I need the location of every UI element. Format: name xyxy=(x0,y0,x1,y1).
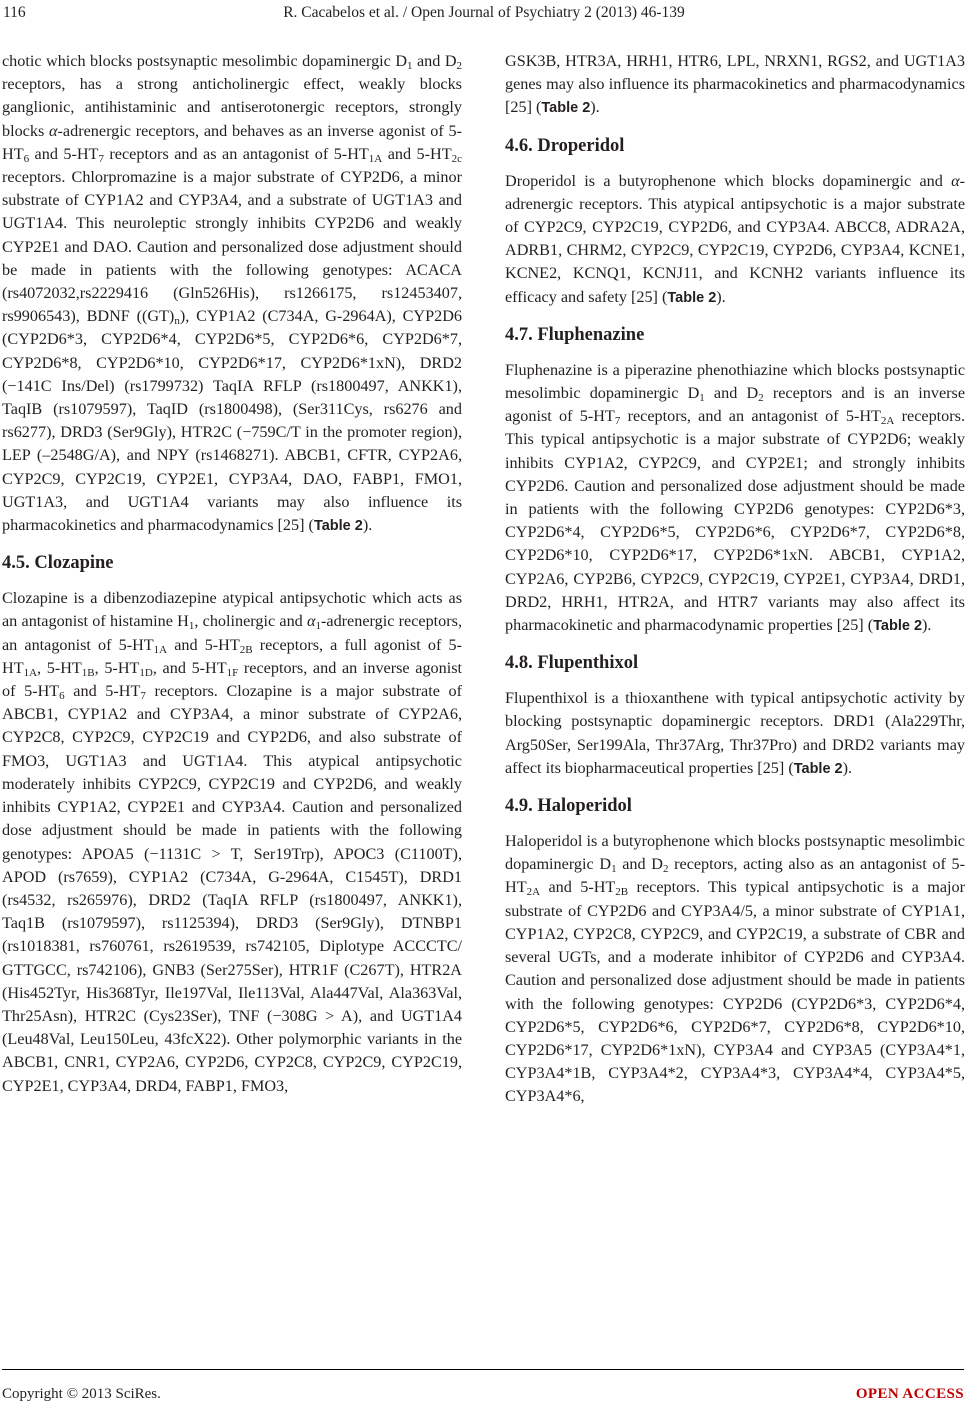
text-run: Fluphenazine is a piperazine phenothiazine which blocks postsynaptic mesolimbic dopaminergic D xyxy=(505,360,965,403)
subscript: 2B xyxy=(615,886,629,899)
subscript: 7 xyxy=(614,415,621,428)
copyright-notice: Copyright © 2013 SciRes. xyxy=(2,1386,161,1402)
subscript: 1 xyxy=(188,620,195,633)
page-footer xyxy=(0,1386,968,1408)
text-run: receptors, acting also as an antagonist of 5-HT xyxy=(505,855,965,897)
text-run: -adrenergic receptors. This atypical antipsychotic is a major substrate of CYP2C9, CYP2C19, CYP2D6, and CYP3A4. ABCC8, ADRA2A, ADRB1, CHRM2, CYP2C9, CYP2C19, CYP2D6, CYP3A4, KCNE1, KCNE2, KCNQ1, KCNJ11, and KCNH2 variants influence its efficacy and safety [25] ( xyxy=(505,171,965,306)
alpha-symbol: α xyxy=(49,121,58,140)
text-run: ). xyxy=(842,758,853,777)
text-run: receptors. This typical antipsychotic is a major substrate of CYP2D6; weakly inhibits CYP1A2, CYP2C9, and CYP2E1; and strongly inhibits CYP2D6. Caution and personalized dose adjustment should be made in patients with the following CYP2D6 genotypes: CYP2D6*3, CYP2D6*4, CYP2D6*5, CYP2D6*6, CYP2D6*7, CYP2D6*8, CYP2D6*10, CYP2D6*17, CYP2D6*1xN. ABCB1, CYP1A2, CYP2A6, CYP2B6, CYP2C9, CYP2C19, CYP2E1, CYP3A4, DRD1, DRD2, HRH1, HTR2A, and HTR7 variants may also affect its pharmacokinetic and pharmacodynamic properties [25] ( xyxy=(505,407,965,635)
table-2-reference[interactable]: Table 2 xyxy=(873,618,923,635)
subscript: 6 xyxy=(59,690,65,703)
text-run: Droperidol is a butyrophenone which blocks dopaminergic and xyxy=(505,171,952,190)
fluphenazine-paragraph xyxy=(505,359,965,638)
text-run: and 5-HT xyxy=(540,878,616,897)
text-run: -adrenergic receptors, an antagonist of 5-HT xyxy=(2,612,462,654)
text-run: Flupenthixol is a thioxanthene with typical antipsychotic activity by blocking postsynaptic dopaminergic receptors. DRD1 (Ala229Thr, Arg50Ser, Ser199Ala, Thr37Arg, Thr37Pro) and DRD2 variants may affect its biopharmaceutical properties [25] ( xyxy=(505,689,965,777)
text-run: receptors and is an inverse agonist of 5-HT xyxy=(505,384,966,426)
text-run: , and 5-HT xyxy=(152,658,227,677)
subscript: 1 xyxy=(611,863,617,876)
text-run: and 5-HT xyxy=(64,682,141,701)
section-heading-flupenthixol: 4.8. Flupenthixol xyxy=(505,653,639,674)
text-run: receptors. Chlorpromazine is a major substrate of CYP2D6, a minor substrate of CYP1A2 and CYP3A4, and a substrate of UGT1A3 and UGT1A4. This neuroleptic strongly inhibits CYP2D6 and weakly CYP2E1 and DAO. Caution and personalized dose adjustment should be made in patients with the following genotypes: ACACA (rs4072032,rs2229416 (Gln526His), rs1266175, rs12453407, rs9906543), BDNF ((GT) xyxy=(2,168,462,326)
table-2-reference[interactable]: Table 2 xyxy=(541,100,591,117)
subscript: 1 xyxy=(407,60,413,72)
text-run: , 5-HT xyxy=(37,658,82,677)
subscript: 1D xyxy=(139,666,153,679)
subscript: 2A xyxy=(526,886,541,899)
subscript: 2c xyxy=(451,152,462,165)
section-heading-droperidol: 4.6. Droperidol xyxy=(505,135,625,156)
subscript: 2 xyxy=(758,392,764,405)
table-2-reference[interactable]: Table 2 xyxy=(313,518,363,535)
text-run: ). xyxy=(922,616,932,635)
text-run: ). xyxy=(716,287,726,306)
section-heading-fluphenazine: 4.7. Fluphenazine xyxy=(505,324,645,345)
text-run: , cholinergic and xyxy=(194,612,307,631)
table-2-reference[interactable]: Table 2 xyxy=(793,760,843,777)
running-title: R. Cacabelos et al. / Open Journal of Psychiatry 2 (2013) 46-139 xyxy=(283,4,685,21)
chlorpromazine-continuation-paragraph xyxy=(2,50,462,538)
subscript: 1 xyxy=(699,392,705,405)
text-run: -adrenergic receptors, and behaves as an inverse agonist of 5-HT xyxy=(2,121,463,163)
subscript: n xyxy=(174,315,180,328)
subscript: 2A xyxy=(880,415,895,428)
subscript: 1A xyxy=(23,666,38,679)
droperidol-paragraph xyxy=(505,170,965,310)
text-run: ), CYP1A2 (C734A, G-2964A), CYP2D6 (CYP2D6*3, CYP2D6*4, CYP2D6*5, CYP2D6*6, CYP2D6*7, CYP2D6*8, CYP2D6*10, CYP2D6*17, CYP2D6*1xN), DRD2 (−141C Ins/Del) (rs1799732) TaqIA RFLP (rs1800497, ANKK1), TaqIB (rs1079597), TaqID (rs1800498), (Ser311Cys, rs6276 and rs6277), DRD3 (Ser9Gly), HTR2C (−759C/T in the promoter region), LEP (–2548G/A), and NPY (rs1468271). ABCB1, CFTR, CYP2A6, CYP2C9, CYP2C19, CYP2E1, CYP3A4, DAO, FABP1, FMO1, UGT1A3, and UGT1A4 variants may also influence its pharmacokinetics and pharmacodynamics [25] ( xyxy=(2,307,462,535)
text-run: receptors. Clozapine is a major substrate of ABCB1, CYP1A2 and CYP3A4, a minor substrate of CYP2A6, CYP2C8, CYP2C9, CYP2C19 and CYP2D6, and also substrate of FMO3, UGT1A3 and UGT1A4. This atypical antipsychotic moderately inhibits CYP2C9, CYP2C19 and CYP2D6, and weakly inhibits CYP1A2, CYP2E1 and CYP3A4. Caution and personalized dose adjustment should be made in patients with the following genotypes: APOA5 (−1131C > T, Ser19Trp), APOC3 (C1100T), APOD (rs7659), CYP1A2 (C734A, G-2964A, C1545T), DRD1 (rs4532, rs265976), DRD2 (TaqIA RFLP (rs1800497, ANKK1), Taq1B (rs1079597), rs1125394), DRD3 (Ser9Gly), DTNBP1 (rs1018381, rs760761, rs2619539, rs742105, Diplotype ACCCTC/ GTTGCC, rs742106), GNB3 (Ser275Ser), HTR1F (C267T), HTR2A (His452Tyr, His368Tyr, Ile197Val, Ile113Val, Ala447Val, Ala363Val, Thr25Asn), HTR2C (Cys23Ser), TNF (−308G > A), and UGT1A4 (Leu48Val, Leu150Leu, 43fcX22). Other polymorphic variants in the ABCB1, CNR1, CYP2A6, CYP2D6, CYP2C8, CYP2C9, CYP2C19, CYP2E1, CYP3A4, DRD4, FABP1, FMO3, xyxy=(2,682,462,1095)
subscript: 7 xyxy=(140,690,146,703)
section-heading-clozapine: 4.5. Clozapine xyxy=(2,553,114,574)
page-header xyxy=(0,4,968,28)
text-run: receptors, and an antagonist of 5-HT xyxy=(620,407,881,426)
subscript: 6 xyxy=(23,152,30,165)
subscript: 1B xyxy=(81,666,95,679)
text-run: receptors and as an antagonist of 5-HT xyxy=(103,144,369,163)
text-run: receptors. This typical antipsychotic is a major substrate of CYP2D6 and CYP3A4/5, a minor substrate of CYP1A1, CYP1A2, CYP2C8, CYP2C9, and CYP2C19, a substrate of CBR and several UGTs, and a moderate inhibitor of CYP2D6 and CYP3A4. Caution and personalized dose adjustment should be made in patients with the following genotypes: CYP2D6 (CYP2D6*3, CYP2D6*4, CYP2D6*5, CYP2D6*6, CYP2D6*7, CYP2D6*8, CYP2D6*10, CYP2D6*17, CYP2D6*1xN), CYP3A4 and CYP3A5 (CYP3A4*1, CYP3A4*1B, CYP3A4*2, CYP3A4*3, CYP3A4*4, CYP3A4*5, CYP3A4*6, xyxy=(505,878,965,1106)
subscript: 1F xyxy=(226,666,239,679)
alpha-symbol: α xyxy=(951,171,960,190)
text-run: , 5-HT xyxy=(94,658,140,677)
text-run: chotic which blocks postsynaptic mesolimbic dopaminergic D xyxy=(2,52,408,70)
text-run: receptors, has a strong anticholinergic effect, weakly blocks ganglionic, antihistaminic and antiserotonergic receptors, strongly blocks xyxy=(2,75,462,140)
text-run: receptors, and an inverse agonist of 5-HT xyxy=(2,658,463,701)
text-run: and D xyxy=(412,52,457,70)
text-run: ). xyxy=(362,516,373,535)
section-heading-haloperidol: 4.9. Haloperidol xyxy=(505,796,632,817)
clozapine-continuation-paragraph xyxy=(505,50,965,121)
subscript: 1A xyxy=(368,152,383,165)
text-run: and D xyxy=(616,855,663,874)
alpha-symbol: α xyxy=(307,612,316,631)
subscript: 2 xyxy=(662,863,669,876)
left-column xyxy=(2,50,462,1098)
text-run: and 5-HT xyxy=(167,635,240,654)
text-run: and 5-HT xyxy=(29,144,99,163)
page-number: 116 xyxy=(3,4,26,21)
subscript: 2B xyxy=(239,643,253,656)
text-run: ). xyxy=(590,98,600,117)
subscript: 1 xyxy=(315,620,321,633)
text-run: Haloperidol is a butyrophenone which blocks postsynaptic mesolimbic dopaminergic D xyxy=(505,832,965,874)
haloperidol-paragraph xyxy=(505,830,965,1108)
text-run: and 5-HT xyxy=(382,144,452,163)
text-run: and D xyxy=(704,384,759,403)
open-access-label: OPEN ACCESS xyxy=(855,1386,964,1402)
clozapine-paragraph xyxy=(2,587,462,1097)
flupenthixol-paragraph xyxy=(505,687,965,781)
subscript: 7 xyxy=(98,152,104,165)
footer-divider xyxy=(2,1369,964,1370)
text-run: receptors, a full agonist of 5-HT xyxy=(2,635,462,677)
table-2-reference[interactable]: Table 2 xyxy=(667,289,717,306)
text-run: Clozapine is a dibenzodiazepine atypical antipsychotic which acts as an antagonist of histamine H xyxy=(2,589,462,631)
subscript: 1A xyxy=(153,643,168,656)
subscript: 2 xyxy=(456,60,463,72)
text-run: GSK3B, HTR3A, HRH1, HTR6, LPL, NRXN1, RGS2, and UGT1A3 genes may also influence its pharmacokinetics and pharmacodynamics [25] ( xyxy=(505,52,965,117)
right-column xyxy=(505,50,965,1109)
